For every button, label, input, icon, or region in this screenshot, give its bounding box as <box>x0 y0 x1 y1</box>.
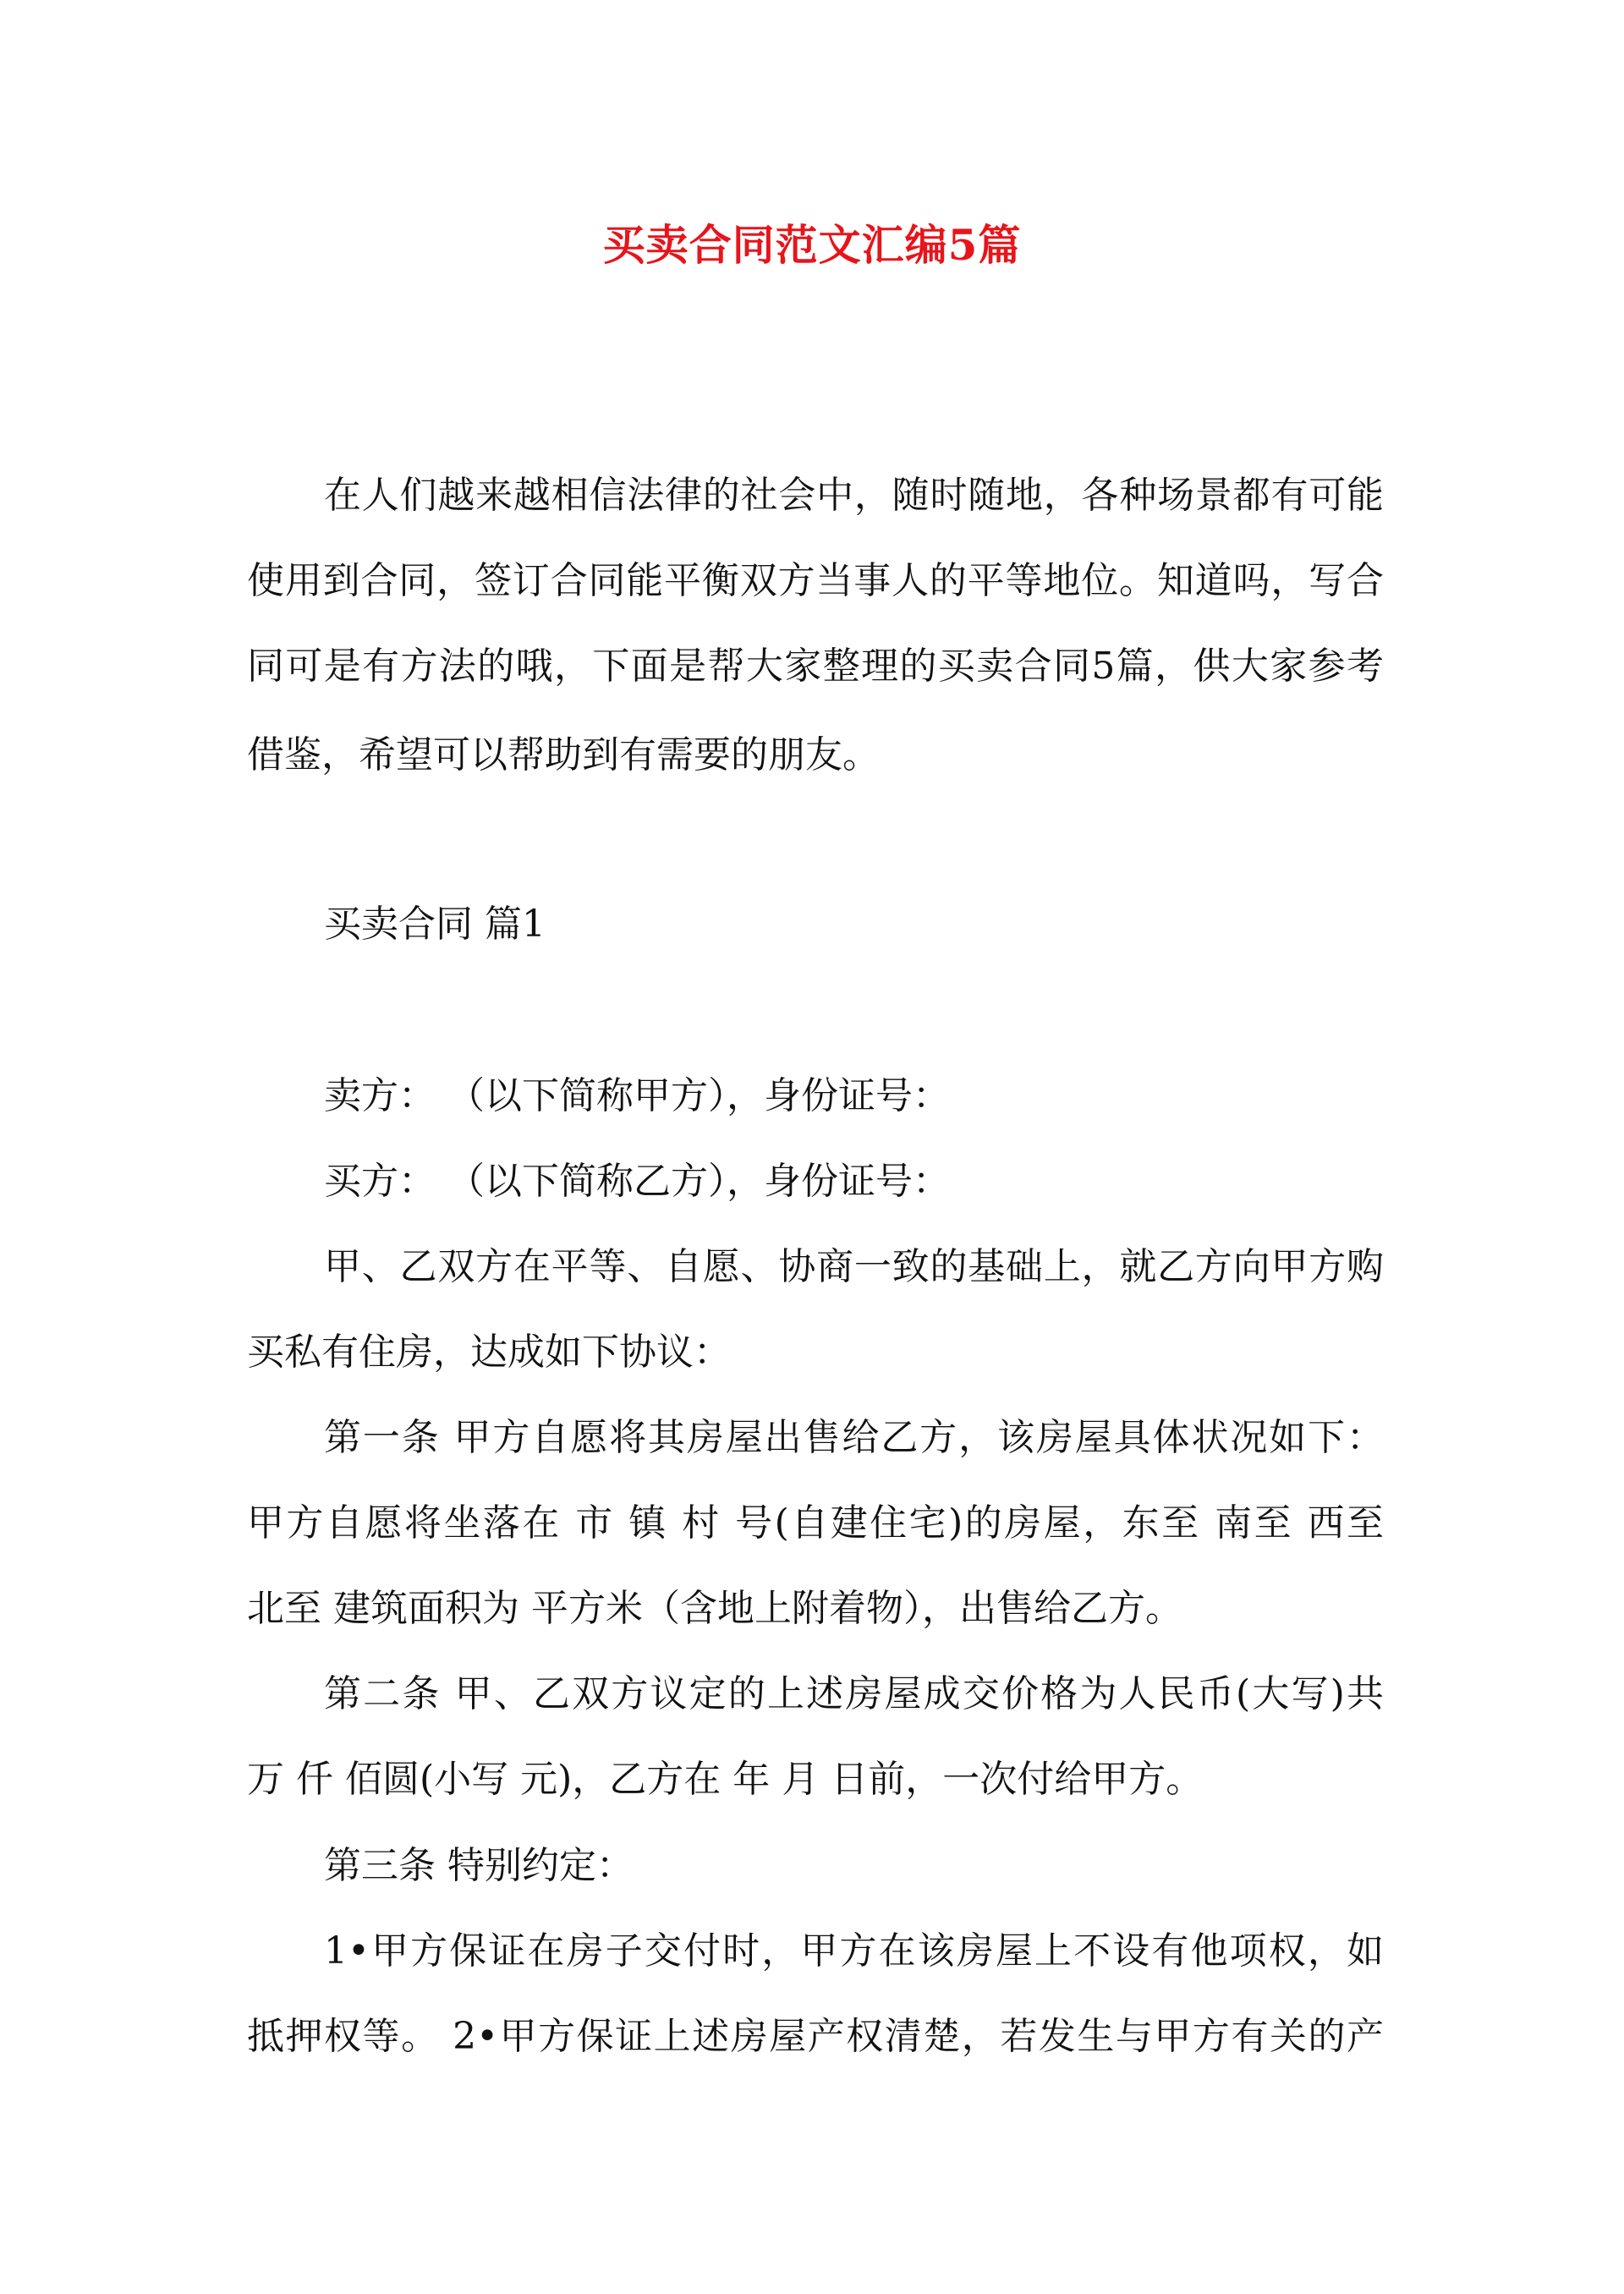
article-1-line: 北至 建筑面积为 平方米（含地上附着物），出售给乙方。 <box>247 1587 1182 1630</box>
section-heading: 买卖合同 篇1 <box>324 903 546 946</box>
article-3-line: 抵押权等。 2•甲方保证上述房屋产权清楚，若发生与甲方有关的产 <box>247 2015 1384 2058</box>
seller-line: 卖方： （以下简称甲方），身份证号： <box>324 1074 950 1117</box>
article-2-line: 第二条 甲、乙双方议定的上述房屋成交价格为人民币(大写)共 <box>324 1672 1384 1715</box>
intro-line: 使用到合同，签订合同能平衡双方当事人的平等地位。知道吗，写合 <box>247 559 1384 602</box>
document-title: 买卖合同范文汇编5篇 <box>602 220 1022 270</box>
article-1-line: 甲方自愿将坐落在 市 镇 村 号(自建住宅)的房屋，东至 南至 西至 <box>247 1501 1384 1545</box>
article-3-heading: 第三条 特别约定： <box>324 1844 634 1887</box>
article-3-line: 1•甲方保证在房子交付时，甲方在该房屋上不设有他项权，如 <box>324 1929 1384 1973</box>
buyer-line: 买方： （以下简称乙方），身份证号： <box>324 1160 950 1203</box>
body-line: 甲、乙双方在平等、自愿、协商一致的基础上，就乙方向甲方购 <box>324 1245 1384 1288</box>
intro-line: 在人们越来越相信法律的社会中，随时随地，各种场景都有可能 <box>324 474 1384 517</box>
article-1-line: 第一条 甲方自愿将其房屋出售给乙方，该房屋具体状况如下： <box>324 1416 1384 1459</box>
intro-line: 同可是有方法的哦，下面是帮大家整理的买卖合同5篇，供大家参考 <box>247 645 1384 688</box>
body-line: 买私有住房，达成如下协议： <box>247 1331 731 1374</box>
article-2-line: 万 仟 佰圆(小写 元)，乙方在 年 月 日前，一次付给甲方。 <box>247 1758 1204 1801</box>
intro-line: 借鉴，希望可以帮助到有需要的朋友。 <box>247 733 880 777</box>
